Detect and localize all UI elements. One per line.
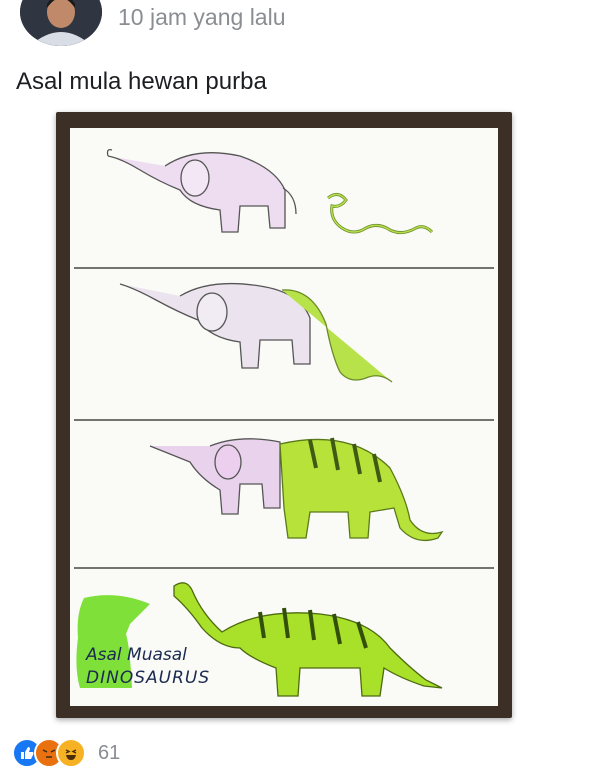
- label-line-2: DINOSAURUS: [86, 668, 211, 688]
- comic-image-frame[interactable]: [56, 112, 512, 718]
- post-timestamp[interactable]: 10 jam yang lalu: [118, 4, 286, 30]
- panel-3: [150, 438, 442, 540]
- reactions-bar[interactable]: [12, 738, 120, 768]
- panel-1: [108, 150, 433, 233]
- comic-drawing: [70, 128, 498, 706]
- comic-paper: [70, 128, 498, 706]
- reaction-count[interactable]: 61: [98, 741, 121, 764]
- profile-photo: [20, 0, 102, 46]
- post-caption: Asal mula hewan purba: [16, 68, 267, 95]
- dinosaurus-label: [82, 636, 228, 694]
- haha-icon[interactable]: [56, 738, 86, 768]
- panel-2: [120, 284, 392, 382]
- label-line-1: Asal Muasal: [86, 645, 187, 665]
- avatar[interactable]: [20, 0, 102, 46]
